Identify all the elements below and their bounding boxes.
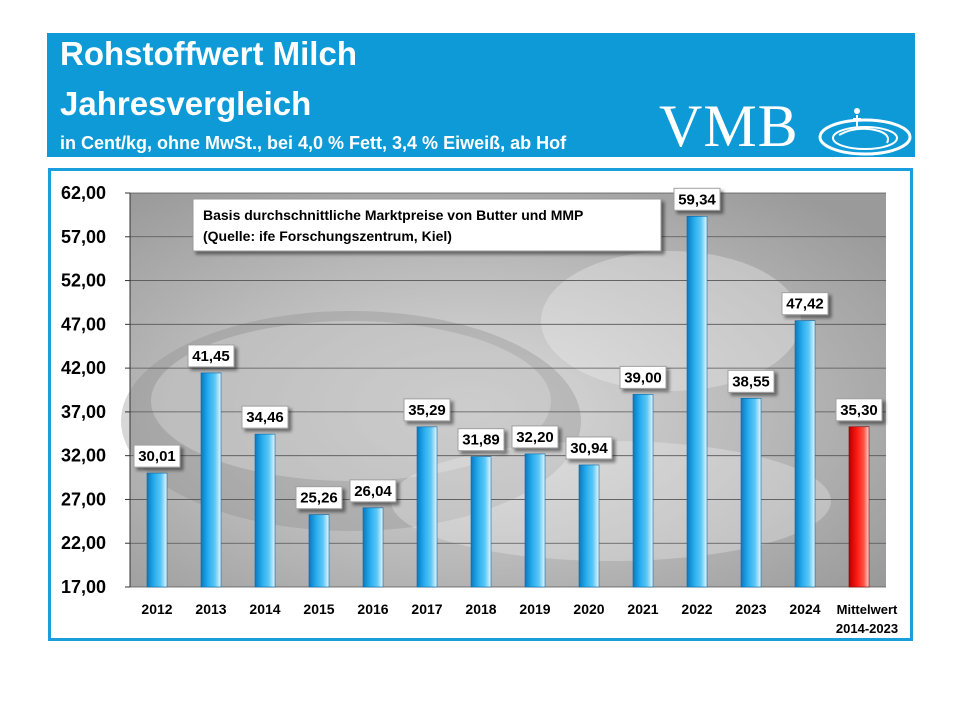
data-label: 30,01 [138,448,176,466]
x-tick-label: 2018 [465,601,497,617]
data-label: 35,30 [840,401,878,419]
y-tick-label: 27,00 [60,489,106,510]
data-label: 35,29 [408,401,446,419]
data-label: 30,94 [570,439,608,457]
data-label: 31,89 [462,431,500,449]
bar [795,321,815,587]
data-label: 32,20 [516,428,554,446]
logo-emblem-icon [817,105,913,159]
bar [201,373,221,587]
page-title-line2: Jahresvergleich [60,85,312,122]
data-label: 47,42 [786,295,824,313]
bar [525,454,545,587]
x-tick-label: 2023 [735,601,767,617]
x-tick-label: 2024 [789,601,821,617]
data-label: 26,04 [354,482,392,500]
y-tick-label: 42,00 [60,358,106,379]
bar [471,457,491,587]
x-tick-label: 2019 [519,601,551,617]
bar [741,398,761,587]
bar [147,473,167,587]
data-label: 38,55 [732,373,770,391]
vmb-logo [659,93,915,159]
x-tick-label: 2015 [303,601,335,617]
data-label: 39,00 [624,369,662,387]
bar [579,465,599,587]
x-tick-label: 2016 [357,601,389,617]
page-subtitle: in Cent/kg, ohne MwSt., bei 4,0 % Fett, 3,4 % Eiweiß, ab Hof [60,133,567,153]
annotation-line2: (Quelle: ife Forschungszentrum, Kiel) [203,228,452,244]
x-tick-label: 2017 [411,601,443,617]
bar [255,434,275,587]
bar [363,508,383,587]
bar [309,515,329,587]
bar [417,427,437,587]
x-tick-label: 2022 [681,601,713,617]
data-label: 41,45 [192,347,230,365]
bar [849,427,869,587]
y-tick-label: 62,00 [60,183,106,203]
annotation-line1: Basis durchschnittliche Marktpreise von Butter und MMP [203,207,584,223]
page-title: Rohstoffwert Milch [60,35,357,72]
x-tick-label: 2020 [573,601,605,617]
y-tick-label: 52,00 [60,270,106,291]
x-axis [141,601,898,636]
chart-frame [48,168,913,641]
data-label: 34,46 [246,409,284,427]
y-tick-label: 47,00 [60,314,106,335]
y-tick-label: 22,00 [60,533,106,554]
x-tick-label: 2014 [249,601,281,617]
data-label: 25,26 [300,489,338,507]
y-tick-label: 57,00 [60,226,106,247]
x-tick-label: Mittelwert [836,602,898,617]
y-tick-label: 32,00 [60,445,106,466]
bar [633,394,653,587]
x-tick-label: 2013 [195,601,227,617]
x-tick-label: 2012 [141,601,173,617]
x-tick-label: 2014-2023 [835,621,899,636]
y-tick-label: 17,00 [60,577,106,597]
y-axis [61,183,130,597]
data-label: 59,34 [678,191,716,209]
header-banner [47,33,915,157]
logo-text: VMB [659,93,799,159]
x-tick-label: 2021 [627,601,659,617]
bar-chart [51,171,910,638]
y-tick-label: 37,00 [60,401,106,422]
bar [687,216,707,587]
